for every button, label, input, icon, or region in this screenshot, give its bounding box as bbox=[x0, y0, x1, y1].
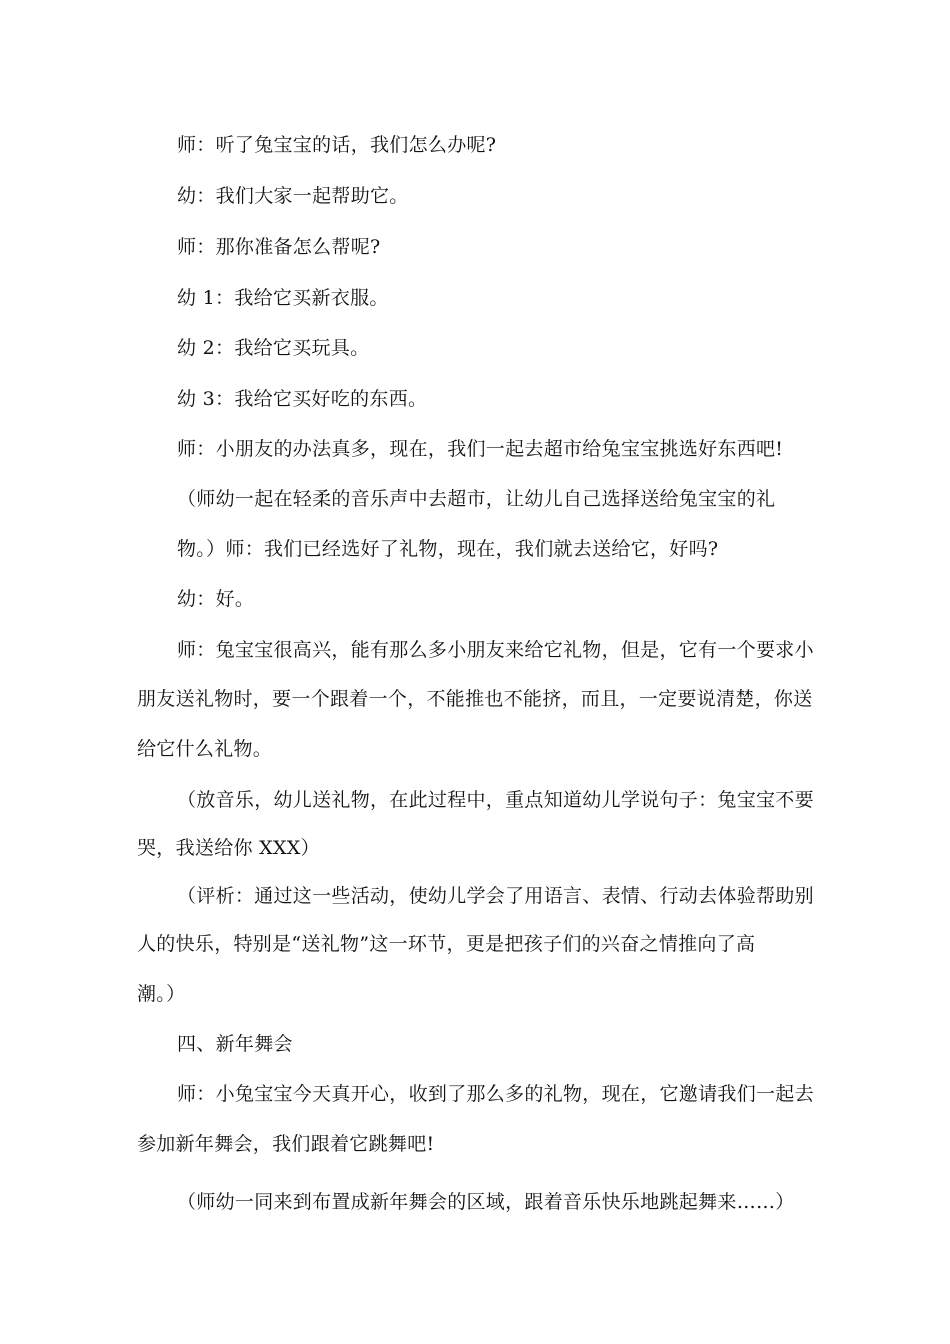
paragraph-line: 幼 3：我给它买好吃的东西。 bbox=[177, 388, 428, 410]
paragraph-line: 幼：好。 bbox=[177, 588, 255, 610]
paragraph-line: 给它什么礼物。 bbox=[137, 738, 273, 760]
paragraph-line: 朋友送礼物时，要一个跟着一个，不能推也不能挤，而且，一定要说清楚，你送 bbox=[137, 688, 813, 710]
paragraph-line: 哭，我送给你 XXX） bbox=[137, 837, 320, 859]
paragraph-line: 师：听了兔宝宝的话，我们怎么办呢? bbox=[177, 134, 497, 156]
paragraph-line: 幼：我们大家一起帮助它。 bbox=[177, 185, 409, 207]
paragraph-line: 师：那你准备怎么帮呢? bbox=[177, 236, 381, 258]
paragraph-line: 师：兔宝宝很高兴，能有那么多小朋友来给它礼物，但是，它有一个要求小 bbox=[177, 639, 814, 661]
paragraph-line: （评析：通过这一些活动，使幼儿学会了用语言、表情、行动去体验帮助别 bbox=[177, 885, 814, 907]
section-heading: 四、新年舞会 bbox=[177, 1033, 293, 1055]
paragraph-line: 幼 2：我给它买玩具。 bbox=[177, 337, 370, 359]
paragraph-line: 参加新年舞会，我们跟着它跳舞吧! bbox=[137, 1133, 435, 1155]
paragraph-line: 潮。） bbox=[137, 983, 186, 1005]
paragraph-line: 人的快乐，特别是“送礼物”这一环节，更是把孩子们的兴奋之情推向了高 bbox=[137, 933, 756, 955]
paragraph-line: （师幼一同来到布置成新年舞会的区域，跟着音乐快乐地跳起舞来……） bbox=[177, 1191, 795, 1213]
paragraph-line: 师：小兔宝宝今天真开心，收到了那么多的礼物，现在，它邀请我们一起去 bbox=[177, 1083, 814, 1105]
paragraph-line: 师：小朋友的办法真多，现在，我们一起去超市给兔宝宝挑选好东西吧! bbox=[177, 438, 784, 460]
paragraph-line: （放音乐，幼儿送礼物，在此过程中，重点知道幼儿学说句子：兔宝宝不要 bbox=[177, 789, 814, 811]
paragraph-line: 物。）师：我们已经选好了礼物，现在，我们就去送给它，好吗? bbox=[177, 538, 719, 560]
paragraph-line: 幼 1：我给它买新衣服。 bbox=[177, 287, 389, 309]
paragraph-line: （师幼一起在轻柔的音乐声中去超市，让幼儿自己选择送给兔宝宝的礼 bbox=[177, 488, 776, 510]
